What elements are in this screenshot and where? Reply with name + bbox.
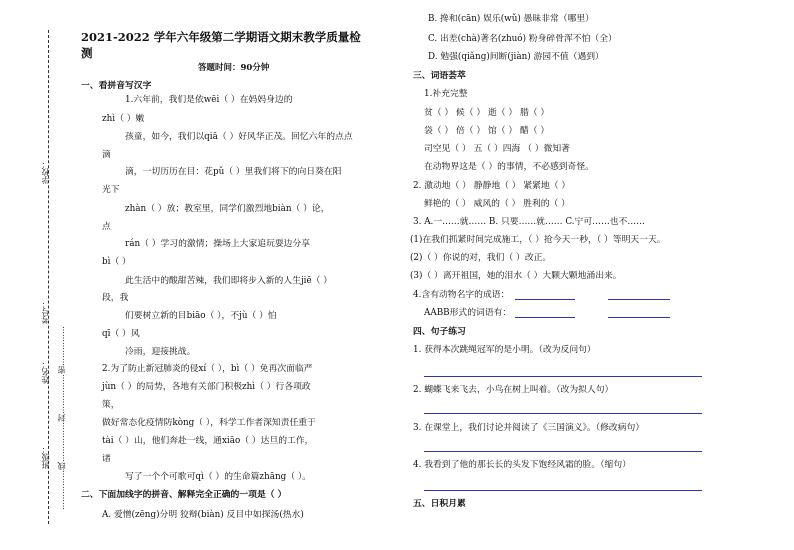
- school-label: 学校：: [41, 160, 50, 184]
- text-line: 鲜艳的（ ） 威风的（ ） 胜利的（ ）: [424, 199, 570, 209]
- text-line: 段，我: [102, 293, 129, 303]
- answer-line[interactable]: [424, 413, 702, 414]
- section-heading: 一、看拼音写汉字: [81, 81, 152, 91]
- answer-blank[interactable]: [515, 299, 575, 300]
- text-line: zhàn（ ）放；教室里，同学们激烈地biàn（ ）论，: [125, 204, 330, 214]
- text-line: 1. 获得本次跳绳冠军的是小明。（改为反问句）: [413, 345, 596, 355]
- option-a: A. 爱憎(zēng)分明 狡辩(biàn) 反目中如探汤(热水): [102, 510, 304, 520]
- text-line: 写了一个个可歌可qì（ ）的生命篇zhāng（ ）。: [125, 472, 312, 482]
- text-line: 贫（ ） 候（ ） 逝（ ） 腊（ ）: [424, 108, 550, 118]
- answer-blank[interactable]: [515, 317, 575, 318]
- text-line: 4.含有动物名字的成语：: [413, 290, 510, 300]
- seal-line-text: ……………线……………封……………密……………: [57, 326, 66, 510]
- text-line: 此生活中的酸甜苦辣，我们即将步入新的人生jiē（ ）: [125, 276, 333, 286]
- option-b: B. 搀和(cān) 娱乐(wǔ) 愚昧非常（哪里）: [428, 14, 594, 24]
- text-line: 2. 蝴蝶飞来飞去，小鸟在树上叫着。（改为拟人句）: [413, 385, 614, 395]
- text-line: (2)（ ）你说的对，我们（ ）改正。: [410, 253, 552, 263]
- text-line: 做好常态化疫情防kòng（ ），科学工作者深知责任重于: [102, 418, 316, 428]
- text-line: 孩童，如今，我们以qiā（ ）好风华正茂。回忆六年的点点: [125, 132, 353, 142]
- text-line: 在动物界这是（ ）的事情，不必感到奇怪。: [424, 162, 594, 172]
- text-line: qī（ ）风: [102, 329, 140, 339]
- section-heading: 四、句子练习: [413, 327, 466, 337]
- text-line: zhì（ ）嫩: [102, 114, 145, 124]
- section-heading: 二、下面加线字的拼音、解释完全正确的一项是（ ）: [81, 490, 287, 500]
- text-line: rán（ ）学习的激情；操场上大家追玩耍边分享: [125, 239, 311, 249]
- text-line: 们要树立新的目biāo（ ），不jù（ ）怕: [125, 311, 277, 321]
- text-line: 1.补充完整: [424, 89, 468, 99]
- text-line: 3. 在课堂上，我们讨论并阅读了《三国演义》。（修改病句）: [413, 423, 645, 433]
- text-line: 点: [102, 222, 111, 232]
- name-label: 姓名：: [41, 360, 50, 384]
- answer-blank[interactable]: [608, 317, 670, 318]
- text-line: 袋（ ） 倍（ ） 馆（ ） 醋（ ）: [424, 126, 550, 136]
- text-line: (3)（ ）离开祖国，她的泪水（ ）大颗大颗地涌出来。: [410, 271, 622, 281]
- exam-time: 答题时间：90分钟: [198, 63, 270, 73]
- class-label: 班级：: [41, 445, 50, 469]
- text-line: 冷雨，迎接挑战。: [125, 347, 196, 357]
- text-line: 诸: [102, 454, 111, 464]
- answer-line[interactable]: [424, 451, 702, 452]
- text-line: 滴: [102, 150, 111, 160]
- text-line: 3. A.一……就…… B. 只要……就…… C.宁可……也不……: [413, 217, 645, 227]
- section-heading: 三、词语荟萃: [413, 71, 466, 81]
- text-line: 2. 激动地（ ） 静静地（ ） 紧紧地（ ）: [413, 181, 571, 191]
- text-line: 光下: [102, 185, 120, 195]
- text-line: 策，: [102, 400, 120, 410]
- option-c: C. 出差(chà)著名(zhuó) 粉身碎骨浑不怕（全）: [428, 34, 617, 44]
- exam-title: 2021-2022 学年六年级第二学期语文期末教学质量检: [81, 30, 361, 44]
- exam-title-cont: 测: [81, 46, 93, 60]
- answer-line[interactable]: [424, 376, 702, 377]
- text-line: AABB形式的词语有：: [424, 308, 512, 318]
- text-line: (1)在我们抓紧时间完成施工，（ ）抢今天一秒，（ ）等明天一天。: [410, 235, 666, 245]
- answer-line[interactable]: [424, 490, 702, 491]
- text-line: 1.六年前，我们是依wēi（ ）在妈妈身边的: [125, 95, 293, 105]
- answer-blank[interactable]: [608, 299, 670, 300]
- text-line: jùn（ ）的局势，各地有关部门积极zhì（ ）行各项政: [102, 382, 311, 392]
- text-line: 滴，一切历历在目：花pǔ（ ）里我们将下的向日葵在阳: [125, 167, 342, 177]
- id-label: 考号：: [41, 300, 50, 324]
- text-line: bì（ ）: [102, 257, 131, 267]
- section-heading: 五、日积月累: [413, 499, 466, 509]
- text-line: tài（ ）山，他们奔赴一线，通xiāo（ ）达旦的工作，: [102, 436, 314, 446]
- option-d: D. 勉强(qiǎng)间断(jiàn) 游园不值（遇到）: [428, 52, 604, 62]
- binding-strip: [34, 30, 68, 524]
- text-line: 2.为了防止新冠肺炎的侵xí（ ），bì（ ）免再次面临严: [102, 364, 313, 374]
- text-line: 4. 我看到了他的那长长的头发下饱经风霜的脸。（缩句）: [413, 460, 631, 470]
- text-line: 司空见（ ） 五（ ）四海 （ ）微知著: [424, 144, 570, 154]
